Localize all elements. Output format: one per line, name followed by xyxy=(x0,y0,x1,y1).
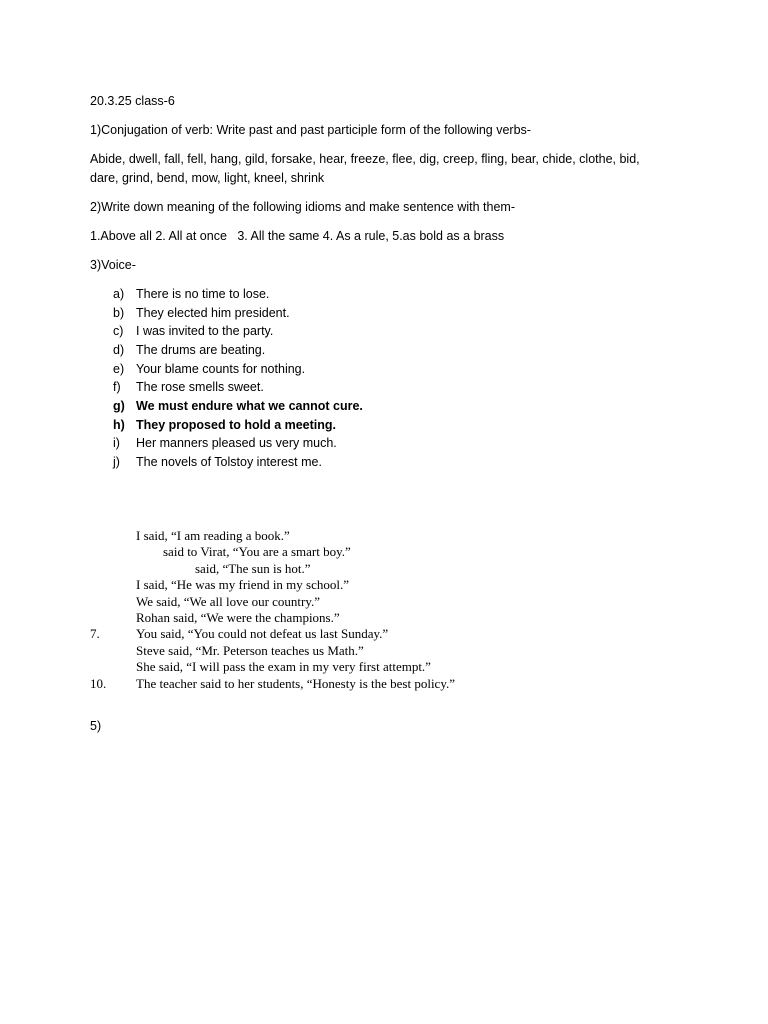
narration-item: Steve said, “Mr. Peterson teaches us Math.” xyxy=(136,643,364,658)
question-3-heading: 3)Voice- xyxy=(90,258,136,272)
verbs-list-line-1: Abide, dwell, fall, fell, hang, gild, forsake, hear, freeze, flee, dig, creep, fling, bear, chide, clothe, bid, xyxy=(90,152,640,166)
voice-marker: j) xyxy=(113,455,120,469)
voice-item: There is no time to lose. xyxy=(136,287,270,301)
voice-item: The rose smells sweet. xyxy=(136,380,264,394)
question-2-heading: 2)Write down meaning of the following idioms and make sentence with them- xyxy=(90,200,515,214)
voice-marker: d) xyxy=(113,343,125,357)
verbs-list-line-2: dare, grind, bend, mow, light, kneel, shrink xyxy=(90,171,325,185)
question-1-heading: 1)Conjugation of verb: Write past and past participle form of the following verbs- xyxy=(90,123,531,137)
narration-item: I said, “He was my friend in my school.” xyxy=(136,577,350,592)
question-5-heading: 5) xyxy=(90,719,102,733)
voice-marker: c) xyxy=(113,324,124,338)
narration-item: She said, “I will pass the exam in my very first attempt.” xyxy=(136,659,431,674)
narration-item: said to Virat, “You are a smart boy.” xyxy=(163,544,351,559)
voice-item: The drums are beating. xyxy=(136,343,266,357)
voice-marker: h) xyxy=(113,418,125,432)
narration-item: said, “The sun is hot.” xyxy=(195,561,311,576)
narration-item: The teacher said to her students, “Honesty is the best policy.” xyxy=(136,676,456,691)
voice-marker: f) xyxy=(113,380,121,394)
voice-item: We must endure what we cannot cure. xyxy=(136,399,363,413)
voice-item: They elected him president. xyxy=(136,306,290,320)
voice-item: The novels of Tolstoy interest me. xyxy=(136,455,322,469)
voice-marker: a) xyxy=(113,287,125,301)
narration-number: 7. xyxy=(90,626,100,641)
voice-item: They proposed to hold a meeting. xyxy=(136,418,337,432)
voice-item: Her manners pleased us very much. xyxy=(136,436,337,450)
narration-number: 10. xyxy=(90,676,107,691)
voice-marker: b) xyxy=(113,306,125,320)
date-class-line: 20.3.25 class-6 xyxy=(90,94,175,108)
voice-marker: e) xyxy=(113,362,125,376)
voice-marker: g) xyxy=(113,399,125,413)
voice-marker: i) xyxy=(113,436,120,450)
voice-item: Your blame counts for nothing. xyxy=(136,362,306,376)
narration-item: You said, “You could not defeat us last Sunday.” xyxy=(136,626,389,641)
narration-item: We said, “We all love our country.” xyxy=(136,594,321,609)
idioms-list: 1.Above all 2. All at once 3. All the same 4. As a rule, 5.as bold as a brass xyxy=(90,229,505,243)
narration-item: I said, “I am reading a book.” xyxy=(136,528,290,543)
voice-item: I was invited to the party. xyxy=(136,324,274,338)
narration-item: Rohan said, “We were the champions.” xyxy=(136,610,340,625)
